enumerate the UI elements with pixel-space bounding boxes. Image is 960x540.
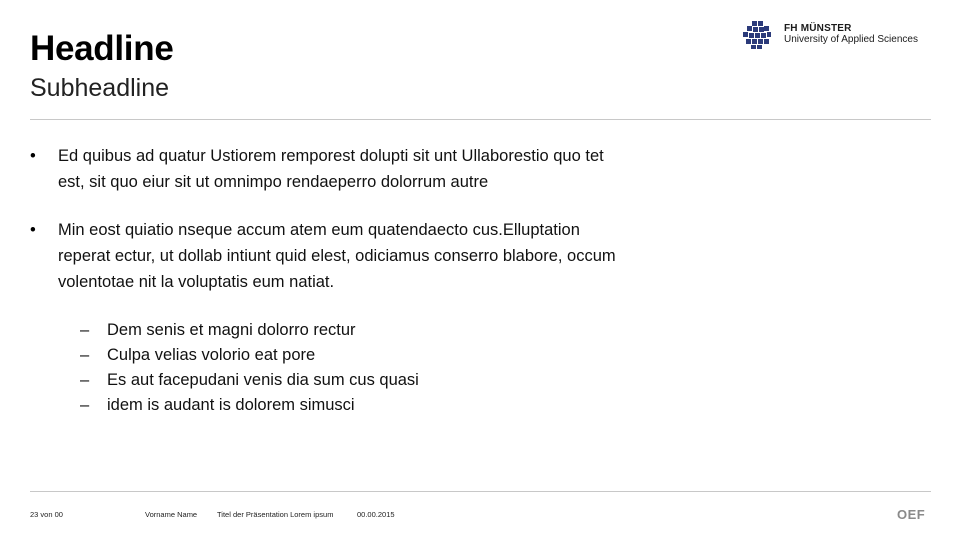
sub-item-text: Culpa velias volorio eat pore [107,346,316,364]
sub-item-text: Dem senis et magni dolorro rectur [107,321,356,339]
dash-marker: – [80,321,90,339]
header-divider [30,119,931,120]
bullet-line: est, sit quo eiur sit ut omnimpo rendaeperro dolorrum autre [58,173,489,191]
dash-marker: – [80,346,90,364]
bullet-line: Min eost quiatio nseque accum atem eum quatendaecto cus.Elluptation [58,221,580,239]
footer-divider [30,491,931,492]
logo-line-2: University of Applied Sciences [784,34,918,45]
footer-author: Vorname Name [145,510,198,519]
subheadline: Subheadline [30,74,170,102]
bullet-line: Ed quibus ad quatur Ustiorem remporest dolupti sit unt Ullaborestio quo tet [58,147,604,165]
fh-muenster-logo [742,20,932,50]
footer-page-number: 23 von 00 [30,510,63,519]
sub-item-text: Es aut facepudani venis dia sum cus quasi [107,371,419,389]
dash-marker: – [80,371,90,389]
headline: Headline [30,29,174,68]
footer-date: 00.00.2015 [357,510,395,519]
bullet-text [58,143,718,195]
footer-brand-mark: OEF [897,507,926,522]
footer-presentation-title: Titel der Präsentation Lorem ipsum [217,510,334,519]
bullet-line: reperat ectur, ut dollab intiunt quid elest, odiciamus conserro blabore, occum [58,247,616,265]
bullet-marker: • [30,147,36,165]
bullet-text [58,217,718,295]
sub-item-text: idem is audant is dolorem simusci [107,396,355,414]
logo-line-1: FH MÜNSTER [784,23,852,34]
dash-marker: – [80,396,90,414]
bullet-marker: • [30,221,36,239]
fh-muenster-logo-icon [742,20,772,50]
bullet-line: volentotae nit la voluptatis eum natiat. [58,273,335,291]
